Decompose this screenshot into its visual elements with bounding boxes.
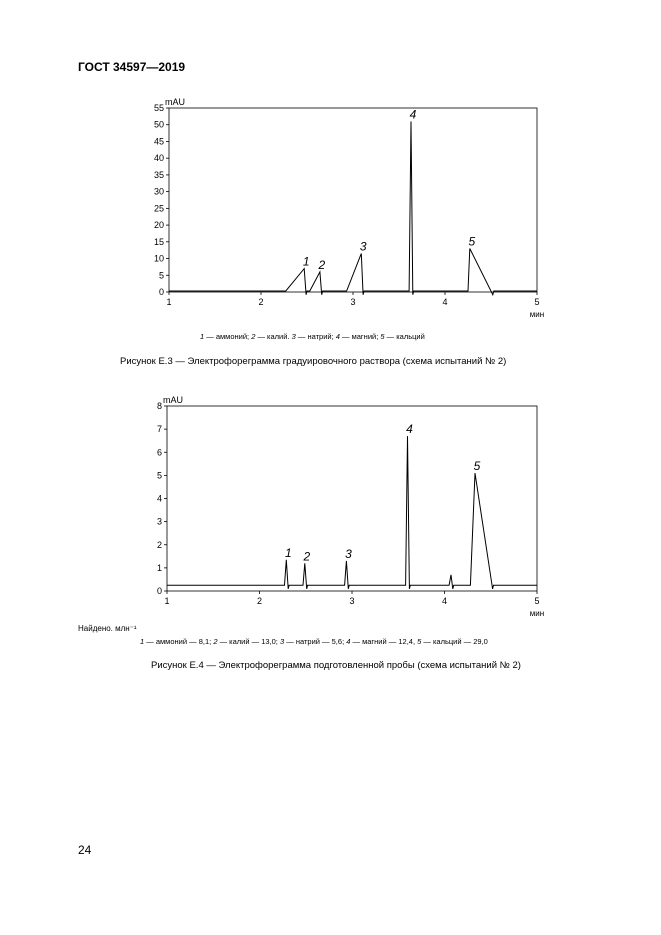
y-tick-label: 35: [153, 169, 164, 180]
legend-item: 1 — аммоний — 8,1;: [140, 637, 212, 646]
y-tick-label: 15: [153, 236, 164, 247]
figure-e3-caption: Рисунок Е.3 — Электрофореграмма градуировочного раствора (схема испытаний № 2): [120, 356, 507, 367]
legend-text: аммоний;: [215, 332, 250, 341]
x-tick-label: 3: [350, 297, 356, 307]
document-header: ГОСТ 34597—2019: [78, 60, 186, 74]
legend-text: аммоний: [155, 637, 188, 646]
peak-label: 4: [406, 422, 413, 437]
y-tick-label: 25: [153, 203, 164, 214]
peak-label: 2: [318, 257, 326, 272]
y-tick-label: 1: [156, 562, 162, 573]
y-tick-label: 2: [156, 539, 162, 550]
legend-number: 5: [380, 332, 385, 341]
legend-text: натрий: [295, 637, 320, 646]
peak-label: 1: [302, 254, 310, 269]
legend-value: 12,4,: [398, 637, 416, 646]
figure-e3-legend: [200, 332, 425, 341]
legend-text: кальций: [432, 637, 462, 646]
legend-item: 2 — калий.: [251, 332, 290, 341]
page-number: 24: [78, 843, 92, 857]
figure-e4-legend: [140, 637, 488, 646]
plot-frame: [167, 406, 537, 591]
legend-text: натрий;: [307, 332, 334, 341]
y-tick-label: 55: [153, 103, 164, 113]
legend-text: калий.: [267, 332, 290, 341]
peak-label: 3: [359, 239, 367, 254]
legend-value: 8,1;: [198, 637, 212, 646]
peak-label: 4: [409, 107, 417, 122]
y-tick-label: 5: [156, 470, 162, 481]
y-tick-label: 50: [153, 119, 164, 130]
signal-trace: [169, 121, 537, 294]
x-tick-label: 5: [534, 596, 540, 606]
legend-item: 4 — магний — 12,4,: [346, 637, 416, 646]
legend-number: 1: [200, 332, 205, 341]
legend-value: 29,0: [473, 637, 488, 646]
signal-trace: [167, 436, 537, 589]
y-tick-label: 3: [156, 516, 162, 527]
y-tick-label: 5: [158, 270, 164, 281]
legend-value: 5,6;: [331, 637, 345, 646]
legend-item: 3 — натрий;: [291, 332, 334, 341]
peak-label: 1: [284, 545, 292, 560]
legend-number: 5: [417, 637, 422, 646]
y-tick-label: 30: [153, 186, 164, 197]
legend-item: 2 — калий — 13,0;: [213, 637, 278, 646]
y-tick-label: 0: [158, 287, 164, 297]
y-axis-label: mAU: [163, 395, 183, 405]
x-tick-label: 2: [256, 596, 263, 606]
legend-item: 5 — кальций: [380, 332, 425, 341]
y-axis-label: mAU: [165, 97, 185, 107]
peak-label: 3: [345, 546, 352, 561]
legend-number: 4: [335, 332, 340, 341]
x-axis-label: мин: [529, 310, 545, 319]
y-tick-label: 10: [153, 253, 164, 264]
x-tick-label: 4: [442, 297, 448, 307]
legend-text: кальций: [396, 332, 425, 341]
x-axis-label: мин: [529, 609, 545, 616]
found-label: Найдено. млн⁻¹: [78, 624, 137, 633]
x-tick-label: 3: [349, 596, 355, 606]
y-tick-label: 4: [156, 493, 162, 504]
legend-item: 5 — кальций — 29,0: [417, 637, 488, 646]
x-tick-label: 1: [164, 596, 170, 606]
peak-label: 5: [468, 234, 476, 249]
y-tick-label: 40: [153, 153, 164, 164]
legend-number: 2: [213, 637, 218, 646]
x-tick-label: 4: [441, 596, 448, 606]
legend-value: 13,0;: [261, 637, 278, 646]
legend-item: 1 — аммоний;: [200, 332, 250, 341]
y-tick-label: 45: [153, 136, 164, 147]
peak-label: 5: [473, 459, 481, 474]
x-tick-label: 1: [166, 297, 172, 307]
legend-text: магний: [362, 637, 387, 646]
figure-e4-caption: Рисунок Е.4 — Электрофореграмма подготовленной пробы (схема испытаний № 2): [151, 660, 521, 671]
legend-text: магний;: [351, 332, 379, 341]
y-tick-label: 20: [153, 220, 164, 231]
y-tick-label: 0: [156, 586, 162, 596]
legend-number: 4: [346, 637, 351, 646]
legend-text: калий: [229, 637, 250, 646]
electropherogram-chart-e4: [120, 388, 550, 616]
legend-number: 3: [291, 332, 296, 341]
legend-number: 2: [251, 332, 256, 341]
electropherogram-chart-e3: [120, 88, 550, 328]
peak-label: 2: [303, 549, 311, 564]
legend-item: 3 — натрий — 5,6;: [279, 637, 345, 646]
y-tick-label: 8: [156, 401, 162, 411]
y-tick-label: 6: [156, 447, 162, 458]
y-tick-label: 7: [156, 424, 162, 435]
x-tick-label: 2: [258, 297, 264, 307]
x-tick-label: 5: [534, 297, 540, 307]
legend-number: 1: [140, 637, 145, 646]
plot-frame: [169, 108, 537, 292]
legend-item: 4 — магний;: [335, 332, 379, 341]
legend-number: 3: [279, 637, 285, 646]
